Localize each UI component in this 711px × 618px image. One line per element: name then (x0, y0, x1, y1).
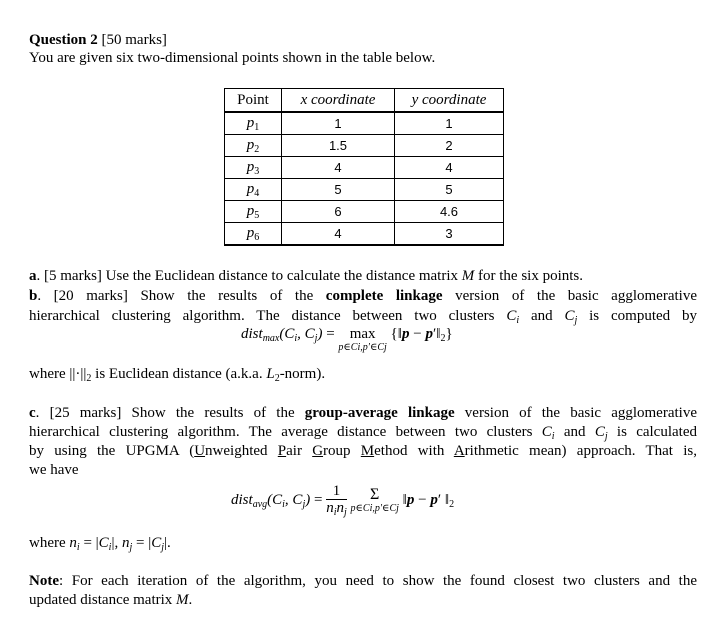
cell-point: $p_3$ (225, 157, 282, 179)
table-row (225, 135, 504, 157)
table-header-row (225, 89, 504, 113)
table-row (225, 157, 504, 179)
note-label: Note (29, 573, 59, 589)
question-marks: [50 marks] (101, 32, 167, 48)
part-c-label: c (29, 405, 36, 421)
question-heading (29, 31, 167, 49)
table-row (225, 201, 504, 223)
header-point: Point (225, 89, 282, 113)
cell-y: 5 (395, 179, 504, 201)
formula-distavg-subscript: p∈Ci,p′∈Cj (350, 502, 399, 514)
part-c-line1: c. [25 marks] Show the results of the group-average linkage version of the basic agglomerative (29, 405, 697, 421)
part-a-text: . [5 marks] Use the Euclidean distance to calculate the distance matrix M for the six points. (36, 268, 584, 284)
note-line1: Note: For each iteration of the algorithm, you need to show the found closest two clusters and the (29, 573, 697, 589)
part-c-line4: we have (29, 462, 79, 478)
cell-x: 6 (282, 201, 395, 223)
cell-point: $p_1$ (225, 112, 282, 135)
cell-point: $p_4$ (225, 179, 282, 201)
cell-x: 1 (282, 112, 395, 135)
table-row (225, 179, 504, 201)
cell-x: 4 (282, 157, 395, 179)
formula-distavg: $dist_{avg}(C_i$, $C_j$) = $\frac{1}{n_in_j}$ Σ p∈Ci,p′∈Cj ‖p − p′ $‖_2$ (231, 483, 455, 518)
cell-point: $p_6$ (225, 223, 282, 246)
part-c-line3: by using the UPGMA (Unweighted Pair Group Method with Arithmetic mean) approach. That is, (29, 443, 697, 459)
points-table (224, 88, 504, 246)
cell-x: 5 (282, 179, 395, 201)
complete-linkage-term: complete linkage (325, 288, 443, 304)
cell-x: 1.5 (282, 135, 395, 157)
cell-y: 1 (395, 112, 504, 135)
header-x: x coordinate (282, 89, 395, 113)
table-row (225, 223, 504, 246)
part-b-label: b (29, 288, 38, 304)
cell-y: 4 (395, 157, 504, 179)
part-a (29, 267, 583, 285)
part-b-where: where $||\cdot||_2$ is Euclidean distance (a.k.a. $L_2-norm$). (29, 366, 326, 384)
cell-point: $p_5$ (225, 201, 282, 223)
part-c-where: where $n_i = |C_i|$, $n_j = |C_j|$. (29, 535, 171, 553)
formula-distmax: $dist_{max}(C_i$, $C_j$) = max p∈Ci,p′∈Cj {‖p − $p'‖_2$} (241, 326, 453, 353)
cell-y: 2 (395, 135, 504, 157)
cell-point: $p_2$ (225, 135, 282, 157)
part-a-label: a (29, 268, 37, 284)
question-title: Question 2 (29, 32, 98, 48)
cell-y: 3 (395, 223, 504, 246)
part-b-line2: hierarchical clustering algorithm. The distance between two clusters $C_i$ and $C_j$ is computed by (29, 308, 697, 326)
part-b-line1: b. [20 marks] Show the results of the complete linkage version of the basic agglomerative (29, 288, 697, 304)
note-line2: updated distance matrix M. (29, 592, 193, 608)
group-average-linkage-term: group-average linkage (304, 405, 455, 421)
part-c-line2: hierarchical clustering algorithm. The average distance between two clusters $C_i$ and $C_j$ is calculated (29, 424, 697, 442)
cell-y: 4.6 (395, 201, 504, 223)
table-row (225, 112, 504, 135)
intro-text: You are given six two-dimensional points shown in the table below. (29, 50, 436, 66)
cell-x: 4 (282, 223, 395, 246)
header-y: y coordinate (395, 89, 504, 113)
formula-distmax-subscript: p∈Ci,p′∈Cj (338, 342, 387, 353)
